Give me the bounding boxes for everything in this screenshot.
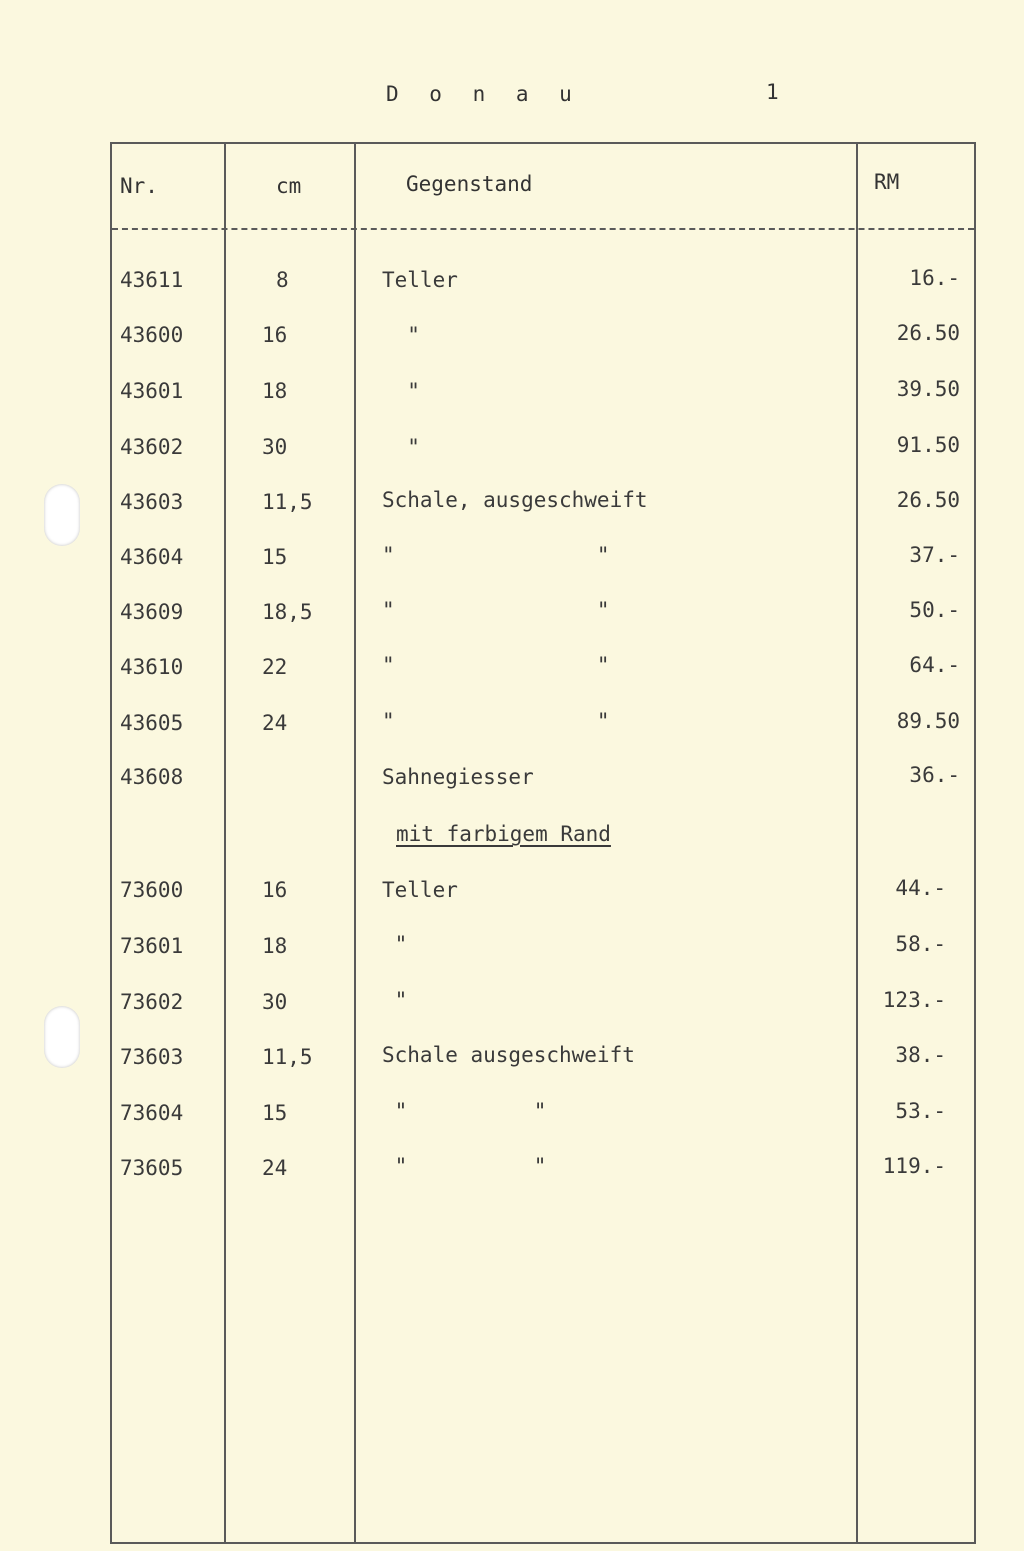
column-divider	[224, 144, 226, 1542]
item-description: " "	[382, 653, 610, 677]
item-price: 50.-	[909, 598, 960, 622]
column-divider	[856, 144, 858, 1542]
item-description: Schale ausgeschweift	[382, 1043, 635, 1067]
item-number: 43602	[120, 435, 184, 459]
item-description: Schale, ausgeschweift	[382, 488, 648, 512]
item-description: "	[382, 932, 408, 956]
punch-hole-bottom	[44, 1006, 80, 1068]
item-price: 58.-	[895, 932, 946, 956]
item-size: 11,5	[262, 490, 313, 514]
item-size: 11,5	[262, 1045, 313, 1069]
item-description: " "	[382, 1099, 547, 1123]
item-number: 43609	[120, 600, 184, 624]
item-description: Sahnegiesser	[382, 765, 534, 789]
item-number: 43611	[120, 268, 184, 292]
section-heading: mit farbigem Rand	[396, 822, 611, 846]
item-number: 73604	[120, 1101, 184, 1125]
punch-hole-top	[44, 484, 80, 546]
item-size: 18	[262, 379, 288, 403]
header-price: RM	[874, 170, 900, 194]
item-price: 64.-	[909, 653, 960, 677]
price-table	[110, 142, 976, 1544]
item-size: 24	[262, 1156, 288, 1180]
item-description: " "	[382, 543, 610, 567]
item-size: 30	[262, 435, 288, 459]
item-number: 73601	[120, 934, 184, 958]
item-number: 73602	[120, 990, 184, 1014]
item-size: 18	[262, 934, 288, 958]
item-description: "	[382, 323, 420, 347]
item-number: 73605	[120, 1156, 184, 1180]
item-size: 16	[262, 323, 288, 347]
header-divider	[112, 228, 974, 230]
header-nr: Nr.	[120, 174, 158, 198]
item-size: 18,5	[262, 600, 313, 624]
item-number: 43601	[120, 379, 184, 403]
item-price: 123.-	[882, 988, 946, 1012]
item-number: 43604	[120, 545, 184, 569]
item-description: " "	[382, 709, 610, 733]
item-number: 73603	[120, 1045, 184, 1069]
item-description: " "	[382, 1154, 547, 1178]
item-price: 26.50	[896, 321, 960, 345]
item-description: Teller	[382, 878, 458, 902]
item-size: 24	[262, 711, 288, 735]
item-price: 91.50	[896, 433, 960, 457]
item-price: 16.-	[909, 266, 960, 290]
item-price: 53.-	[895, 1099, 946, 1123]
item-size: 22	[262, 655, 288, 679]
item-description: "	[382, 379, 420, 403]
header-cm: cm	[276, 174, 302, 198]
header-object: Gegenstand	[406, 172, 533, 196]
item-number: 43605	[120, 711, 184, 735]
column-divider	[354, 144, 356, 1542]
page-number: 1	[766, 80, 779, 104]
item-price: 89.50	[896, 709, 960, 733]
item-description: "	[382, 435, 420, 459]
item-size: 15	[262, 545, 288, 569]
item-price: 36.-	[909, 763, 960, 787]
item-description: Teller	[382, 268, 458, 292]
item-number: 73600	[120, 878, 184, 902]
item-price: 39.50	[896, 377, 960, 401]
item-size: 8	[276, 268, 289, 292]
item-price: 44.-	[895, 876, 946, 900]
item-number: 43603	[120, 490, 184, 514]
item-description: "	[382, 988, 408, 1012]
item-price: 37.-	[909, 543, 960, 567]
item-number: 43608	[120, 765, 184, 789]
item-description: " "	[382, 598, 610, 622]
item-size: 30	[262, 990, 288, 1014]
page-title: D o n a u	[386, 82, 581, 106]
item-number: 43600	[120, 323, 184, 347]
item-price: 26.50	[896, 488, 960, 512]
item-price: 119.-	[882, 1154, 946, 1178]
item-number: 43610	[120, 655, 184, 679]
item-price: 38.-	[895, 1043, 946, 1067]
item-size: 15	[262, 1101, 288, 1125]
item-size: 16	[262, 878, 288, 902]
